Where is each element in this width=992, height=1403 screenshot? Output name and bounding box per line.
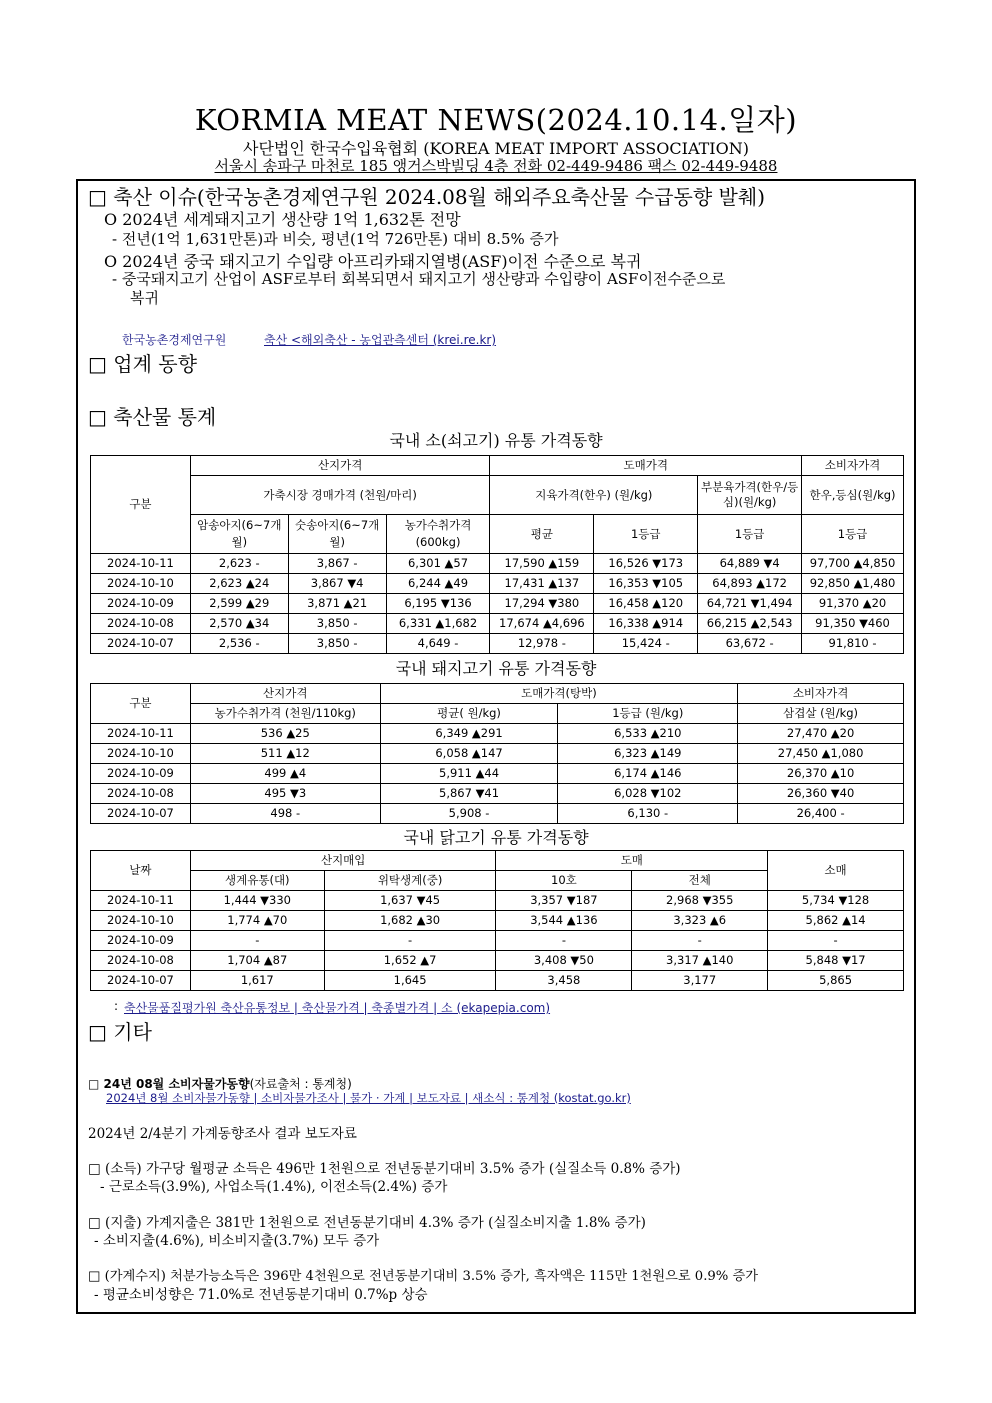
price-cell: - xyxy=(190,931,324,951)
price-cell: 26,400 - xyxy=(738,804,904,824)
price-cell: 26,360 ▼40 xyxy=(738,784,904,804)
price-cell: 6,028 ▼102 xyxy=(558,784,738,804)
row-date-cell: 2024-10-09 xyxy=(91,764,191,784)
price-cell: 16,338 ▲914 xyxy=(594,614,698,634)
expense-detail: - 소비지출(4.6%), 비소비지출(3.7%) 모두 증가 xyxy=(94,1233,380,1249)
survey-title: 2024년 2/4분기 가계동향조사 결과 보도자료 xyxy=(88,1126,357,1142)
col-grade1-part: 1등급 xyxy=(698,515,802,554)
col-average: 평균 xyxy=(490,515,594,554)
price-cell: 16,458 ▲120 xyxy=(594,594,698,614)
table-row xyxy=(91,634,904,654)
industry-heading: □ 업계 동향 xyxy=(88,352,197,376)
expense-paragraph: □ (지출) 가계지출은 381만 1천원으로 전년동분기대비 4.3% 증가 (실질소비지출 1.8% 증가) xyxy=(88,1215,646,1231)
col-live-distribution: 생계유통(대) xyxy=(190,871,324,891)
row-date-cell: 2024-10-07 xyxy=(91,971,191,991)
price-cell: 4,649 - xyxy=(386,634,490,654)
table-row xyxy=(91,931,904,951)
price-cell: 6,174 ▲146 xyxy=(558,764,738,784)
issue-bullet-2-detail-cont: 복귀 xyxy=(130,289,159,307)
header-origin-purchase: 산지매입 xyxy=(190,851,496,871)
price-cell: 27,450 ▲1,080 xyxy=(738,744,904,764)
price-cell: 6,130 - xyxy=(558,804,738,824)
col-pork-belly: 삼겹살 (원/kg) xyxy=(738,704,904,724)
table-row xyxy=(91,744,904,764)
cpi-source: (자료출처 : 통계청) xyxy=(249,1077,352,1091)
row-date-cell: 2024-10-10 xyxy=(91,911,191,931)
header-auction-price: 가축시장 경매가격 (천원/마리) xyxy=(190,476,490,515)
price-cell: 12,978 - xyxy=(490,634,594,654)
row-date-cell: 2024-10-11 xyxy=(91,891,191,911)
col-male-calf: 숫송아지(6~7개월) xyxy=(288,515,386,554)
row-date-cell: 2024-10-11 xyxy=(91,724,191,744)
price-cell: 5,848 ▼17 xyxy=(768,951,904,971)
header-part-price: 부분육가격(한우/등심)(원/kg) xyxy=(698,476,802,515)
price-cell: 495 ▼3 xyxy=(190,784,380,804)
price-cell: 3,458 xyxy=(496,971,632,991)
price-cell: - xyxy=(324,931,496,951)
header-date: 날짜 xyxy=(91,851,191,891)
table-row xyxy=(91,594,904,614)
price-cell: 66,215 ▲2,543 xyxy=(698,614,802,634)
col-farm-price: 농가수취가격 (천원/110kg) xyxy=(190,704,380,724)
cpi-title: □ 24년 08월 소비자물가동향 xyxy=(88,1077,250,1091)
price-cell: 17,294 ▼380 xyxy=(490,594,594,614)
price-cell: 26,370 ▲10 xyxy=(738,764,904,784)
price-cell: 16,526 ▼173 xyxy=(594,554,698,574)
price-cell: 2,623 - xyxy=(190,554,288,574)
chicken-source-prefix: : xyxy=(114,999,119,1013)
price-cell: 92,850 ▲1,480 xyxy=(802,574,904,594)
table-row xyxy=(91,951,904,971)
balance-detail: - 평균소비성향은 71.0%로 전년동분기대비 0.7%p 상승 xyxy=(94,1287,428,1303)
table-row xyxy=(91,911,904,931)
price-cell: 3,867 - xyxy=(288,554,386,574)
col-grade1-consumer: 1등급 xyxy=(802,515,904,554)
price-cell: 3,871 ▲21 xyxy=(288,594,386,614)
price-cell: 1,645 xyxy=(324,971,496,991)
row-date-cell: 2024-10-10 xyxy=(91,744,191,764)
pork-price-table xyxy=(90,683,904,824)
price-cell: 5,865 xyxy=(768,971,904,991)
header-retail: 소매 xyxy=(768,851,904,891)
price-cell: 3,408 ▼50 xyxy=(496,951,632,971)
price-cell: 1,682 ▲30 xyxy=(324,911,496,931)
price-cell: 6,533 ▲210 xyxy=(558,724,738,744)
header-carcass-price: 지육가격(한우) (원/kg) xyxy=(490,476,698,515)
col-average: 평균( 원/kg) xyxy=(380,704,558,724)
price-cell: 3,544 ▲136 xyxy=(496,911,632,931)
price-cell: 498 - xyxy=(190,804,380,824)
issue-bullet-2-detail: - 중국돼지고기 산업이 ASF로부터 회복되면서 돼지고기 생산량과 수입량이 ASF이전수준으로 xyxy=(112,270,726,288)
chicken-price-table xyxy=(90,850,904,991)
price-cell: 64,889 ▼4 xyxy=(698,554,802,574)
price-cell: 6,301 ▲57 xyxy=(386,554,490,574)
table-row xyxy=(91,554,904,574)
etc-heading: □ 기타 xyxy=(88,1020,152,1044)
price-cell: 536 ▲25 xyxy=(190,724,380,744)
header-consumer-price: 소비자가격 xyxy=(802,456,904,476)
col-consigned: 위탁생계(중) xyxy=(324,871,496,891)
header-origin-price: 산지가격 xyxy=(190,684,380,704)
price-cell: 1,637 ▼45 xyxy=(324,891,496,911)
header-hanwoo-sirloin: 한우,등심(원/kg) xyxy=(802,476,904,515)
price-cell: 6,195 ▼136 xyxy=(386,594,490,614)
price-cell: 3,850 - xyxy=(288,614,386,634)
row-date-cell: 2024-10-08 xyxy=(91,614,191,634)
price-cell: - xyxy=(496,931,632,951)
col-size10: 10호 xyxy=(496,871,632,891)
price-cell: 64,721 ▼1,494 xyxy=(698,594,802,614)
price-cell: 2,623 ▲24 xyxy=(190,574,288,594)
row-date-cell: 2024-10-11 xyxy=(91,554,191,574)
header-gubun: 구분 xyxy=(91,684,191,724)
price-cell: 6,244 ▲49 xyxy=(386,574,490,594)
issue-heading: □ 축산 이슈(한국농촌경제연구원 2024.08월 해외주요축산물 수급동향 발췌) xyxy=(88,185,765,209)
price-cell: 63,672 - xyxy=(698,634,802,654)
price-cell: 2,968 ▼355 xyxy=(632,891,768,911)
price-cell: 511 ▲12 xyxy=(190,744,380,764)
price-cell: 6,323 ▲149 xyxy=(558,744,738,764)
col-total: 전체 xyxy=(632,871,768,891)
price-cell: 1,617 xyxy=(190,971,324,991)
price-cell: - xyxy=(768,931,904,951)
price-cell: 3,323 ▲6 xyxy=(632,911,768,931)
table-row xyxy=(91,764,904,784)
row-date-cell: 2024-10-09 xyxy=(91,931,191,951)
price-cell: 2,599 ▲29 xyxy=(190,594,288,614)
price-cell: 6,349 ▲291 xyxy=(380,724,558,744)
header-origin-price: 산지가격 xyxy=(190,456,490,476)
cpi-link[interactable]: 2024년 8월 소비자물가동향 | 소비자물가조사 | 물가 · 가계 | 보도자료 | 새소식 : 통계청 (kostat.go.kr) xyxy=(106,1091,631,1105)
price-cell: 6,331 ▲1,682 xyxy=(386,614,490,634)
price-cell: 5,911 ▲44 xyxy=(380,764,558,784)
table-row xyxy=(91,971,904,991)
price-cell: 3,867 ▼4 xyxy=(288,574,386,594)
price-cell: 91,370 ▲20 xyxy=(802,594,904,614)
stats-heading: □ 축산물 통계 xyxy=(88,405,217,429)
price-cell: 2,536 - xyxy=(190,634,288,654)
table-row xyxy=(91,614,904,634)
price-cell: 3,317 ▲140 xyxy=(632,951,768,971)
issue-bullet-1: O 2024년 세계돼지고기 생산량 1억 1,632톤 전망 xyxy=(104,210,461,229)
price-cell: 91,350 ▼460 xyxy=(802,614,904,634)
price-cell: 97,700 ▲4,850 xyxy=(802,554,904,574)
col-female-calf: 암송아지(6~7개월) xyxy=(190,515,288,554)
row-date-cell: 2024-10-07 xyxy=(91,634,191,654)
price-cell: 1,704 ▲87 xyxy=(190,951,324,971)
price-cell: 3,177 xyxy=(632,971,768,991)
row-date-cell: 2024-10-10 xyxy=(91,574,191,594)
col-grade1: 1등급 xyxy=(594,515,698,554)
beef-price-table xyxy=(90,455,904,654)
issue-source-link[interactable]: 축산 <해외축산 - 농업관측센터 (krei.re.kr) xyxy=(264,333,497,347)
row-date-cell: 2024-10-07 xyxy=(91,804,191,824)
table-row xyxy=(91,574,904,594)
issue-bullet-2: O 2024년 중국 돼지고기 수입량 아프리카돼지열병(ASF)이전 수준으로 복귀 xyxy=(104,252,642,271)
issue-source-label: 한국농촌경제연구원 xyxy=(122,333,227,347)
page-title: KORMIA MEAT NEWS(2024.10.14.일자) xyxy=(194,103,798,137)
price-cell: 5,908 - xyxy=(380,804,558,824)
price-cell: 1,444 ▼330 xyxy=(190,891,324,911)
price-cell: 2,570 ▲34 xyxy=(190,614,288,634)
price-cell: 17,431 ▲137 xyxy=(490,574,594,594)
price-cell: 5,734 ▼128 xyxy=(768,891,904,911)
price-cell: - xyxy=(632,931,768,951)
price-cell: 1,774 ▲70 xyxy=(190,911,324,931)
address-line xyxy=(0,155,992,176)
income-paragraph: □ (소득) 가구당 월평균 소득은 496만 1천원으로 전년동분기대비 3.5% 증가 (실질소득 0.8% 증가) xyxy=(88,1161,681,1177)
price-cell: 17,590 ▲159 xyxy=(490,554,594,574)
price-cell: 16,353 ▼105 xyxy=(594,574,698,594)
header-wholesale-price: 도매가격(탕박) xyxy=(380,684,738,704)
price-cell: 1,652 ▲7 xyxy=(324,951,496,971)
balance-paragraph: □ (가계수지) 처분가능소득은 396만 4천원으로 전년동분기대비 3.5% 증가, 흑자액은 115만 1천원으로 0.9% 증가 xyxy=(88,1269,758,1284)
row-date-cell: 2024-10-08 xyxy=(91,951,191,971)
price-cell: 5,867 ▼41 xyxy=(380,784,558,804)
header-wholesale-price: 도매가격 xyxy=(490,456,802,476)
price-cell: 17,674 ▲4,696 xyxy=(490,614,594,634)
col-grade1: 1등급 (원/kg) xyxy=(558,704,738,724)
pork-table-caption: 국내 돼지고기 유통 가격동향 xyxy=(395,659,597,678)
table-row xyxy=(91,891,904,911)
price-cell: 3,357 ▼187 xyxy=(496,891,632,911)
price-cell: 91,810 - xyxy=(802,634,904,654)
price-cell: 6,058 ▲147 xyxy=(380,744,558,764)
price-cell: 64,893 ▲172 xyxy=(698,574,802,594)
table-row xyxy=(91,804,904,824)
row-date-cell: 2024-10-08 xyxy=(91,784,191,804)
header-wholesale: 도매 xyxy=(496,851,768,871)
price-cell: 15,424 - xyxy=(594,634,698,654)
issue-bullet-1-detail: - 전년(1억 1,631만톤)과 비슷, 평년(1억 726만톤) 대비 8.5% 증가 xyxy=(112,230,559,248)
table-row xyxy=(91,724,904,744)
address-text: 서울시 송파구 마천로 185 앵거스박빌딩 4층 전화 02-449-9486 팩스 02-449-9488 xyxy=(214,157,778,175)
beef-table-caption: 국내 소(쇠고기) 유통 가격동향 xyxy=(389,431,603,450)
income-detail: - 근로소득(3.9%), 사업소득(1.4%), 이전소득(2.4%) 증가 xyxy=(100,1179,448,1195)
price-cell: 499 ▲4 xyxy=(190,764,380,784)
row-date-cell: 2024-10-09 xyxy=(91,594,191,614)
price-cell: 3,850 - xyxy=(288,634,386,654)
table-row xyxy=(91,784,904,804)
header-consumer-price: 소비자가격 xyxy=(738,684,904,704)
chicken-table-caption: 국내 닭고기 유통 가격동향 xyxy=(403,828,589,847)
price-cell: 27,470 ▲20 xyxy=(738,724,904,744)
header-gubun: 구분 xyxy=(91,456,191,554)
col-farm-price: 농가수취가격(600kg) xyxy=(386,515,490,554)
association-name: 사단법인 한국수입육협회 (KOREA MEAT IMPORT ASSOCIATION) xyxy=(243,139,749,158)
price-cell: 5,862 ▲14 xyxy=(768,911,904,931)
chicken-source-link[interactable]: 축산물품질평가원 축산유통정보 | 축산물가격 | 축종별가격 | 소 (ekapepia.com) xyxy=(124,1001,551,1015)
